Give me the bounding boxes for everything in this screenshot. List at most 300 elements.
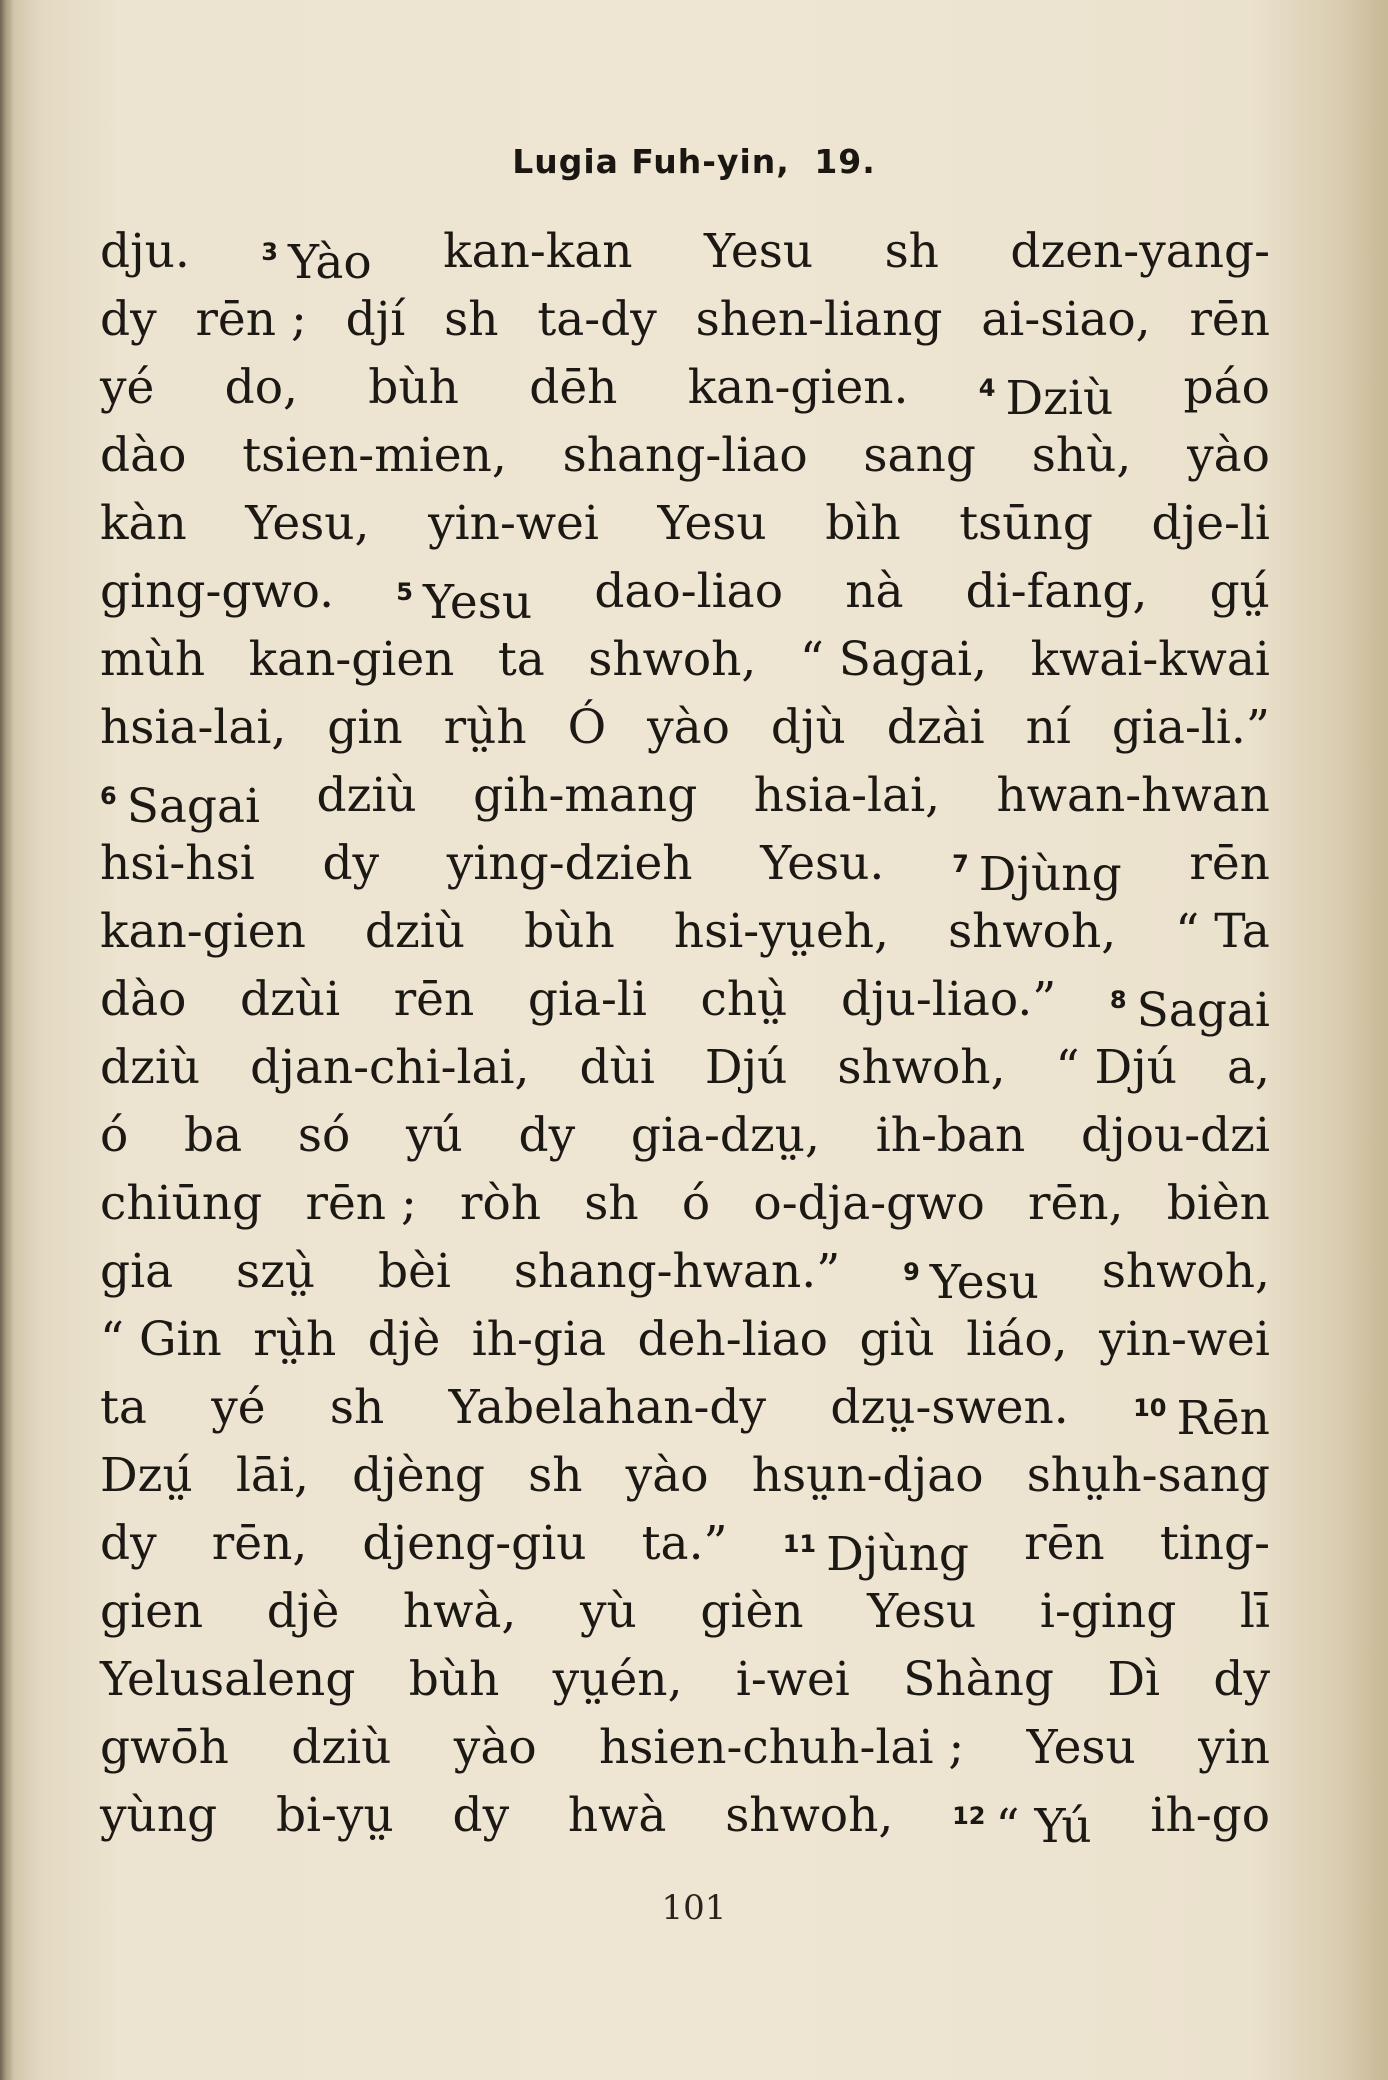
word-text: kan-kan [443,224,633,279]
word [298,1102,350,1170]
word [242,422,507,490]
word-text: Dzṳ́ [100,1448,193,1503]
word-text: djèng [352,1448,485,1503]
word-text: yin-wei [1099,1312,1270,1367]
word [754,762,940,830]
word [1040,1578,1176,1646]
word-text: bèi [378,1244,451,1299]
verse-number: 7 [952,850,969,878]
word [276,1782,394,1850]
word [948,898,1116,966]
word-text: kwai-kwai [1030,632,1270,687]
word [100,1714,229,1782]
word [100,626,205,694]
word [100,218,190,286]
word-text: yé [100,360,155,415]
word-text: dào [100,428,187,483]
word [225,354,298,422]
word-text: kan-gien [100,904,306,959]
word [100,1034,200,1102]
word-text: dao-liao [594,564,783,619]
word [1150,1782,1270,1850]
word [1112,694,1270,762]
word [760,830,884,898]
word [498,626,545,694]
word [588,626,756,694]
word-text: dzen-yang- [1010,224,1270,279]
word [1028,1170,1124,1238]
word-text: yé [211,1380,266,1435]
word-text: bùh [524,904,615,959]
word [966,1306,1067,1374]
word-text: dy [100,1516,157,1571]
word-text: hsia-lai, [100,700,287,755]
word [580,1034,655,1102]
word [447,830,693,898]
word-text: ta.” [641,1516,728,1571]
word [250,1034,529,1102]
word [100,1306,222,1374]
word-text: hsṳn-djao [751,1448,984,1503]
word [100,286,157,354]
word-text: bièn [1166,1176,1270,1231]
word-text: sh [884,224,939,279]
text-line [100,830,1270,902]
word-text: tsien-mien, [242,428,507,483]
word [959,490,1093,558]
word-text: yào [453,1720,537,1775]
word-text: Yesu. [760,836,885,891]
word [705,1034,788,1102]
running-header [0,142,1388,181]
word [736,1646,850,1714]
word [700,1578,803,1646]
word-text: bùh [368,360,459,415]
word [885,218,939,286]
word [1213,1646,1270,1714]
word [1032,422,1132,490]
word [528,966,647,1034]
word-text: sh [528,1448,583,1503]
word-text: bi-yṳ [275,1788,394,1843]
word-text: shen-liang [695,292,943,347]
word [568,1782,667,1850]
word-text: a, [1227,1040,1270,1095]
text-line [100,762,1270,834]
word [524,898,615,966]
word [528,1442,582,1510]
word-text: djeng-giu [362,1516,587,1571]
word-text: ta [497,632,545,687]
word [316,762,416,830]
word [396,558,533,630]
word [830,1374,1068,1442]
word [449,1374,766,1442]
word-text: rṳ̀h [253,1312,337,1367]
word-text: rēn ; [305,1176,417,1231]
word [580,1578,637,1646]
word-text: shwoh, [1101,1244,1270,1299]
word [696,286,943,354]
word-text: dy [100,292,157,347]
word-text: ní [1025,700,1071,755]
word-text: shwoh, [725,1788,894,1843]
word-text: djan-chi-lai, [250,1040,530,1095]
word-text: Yesu, [245,496,370,551]
word [981,286,1150,354]
word-text: i-wei [735,1652,850,1707]
word [428,490,599,558]
word [327,694,402,762]
word-text: gih-mang [473,768,698,823]
word-text: Yesu [929,1255,1039,1310]
word-text: dzùi [239,972,341,1027]
word [631,1102,820,1170]
word-text: lī [1239,1584,1270,1639]
word-text: dziù [100,1040,201,1095]
word [903,1646,1054,1714]
word-text: yin-wei [428,496,599,551]
word-text: ta-dy [537,292,657,347]
word-text: ai-siao, [981,292,1151,347]
word-text: ging-gwo. [100,564,335,619]
word-text: Yesu [1026,1720,1136,1775]
word-text: shù, [1031,428,1132,483]
word-text: ih-gia [471,1312,607,1367]
word [454,1714,537,1782]
text-line [100,1510,1270,1582]
word [100,1374,147,1442]
word-text: djè [367,1312,441,1367]
word [514,1238,840,1306]
word-text: kan-gien [248,632,455,687]
text-line [100,218,1270,290]
word-text: chiūng [100,1176,263,1231]
word [752,1442,984,1510]
word [409,1646,500,1714]
word-text: dje-li [1151,496,1270,551]
word [771,694,846,762]
word-text: szṳ̀ [236,1244,316,1299]
word [674,898,889,966]
word [1227,1034,1270,1102]
text-line [100,1578,1270,1646]
word-text: gṳ́ [1209,564,1270,619]
word [249,626,455,694]
body-text [100,218,1270,1854]
word-text: ta [100,1380,147,1435]
word [1026,694,1071,762]
verse-number: 3 [261,238,278,266]
verse-number: 5 [396,578,413,606]
word-text: mùh [100,632,206,687]
word [1160,1510,1270,1578]
word [1109,966,1270,1038]
word-text: dzṳ-swen. [830,1380,1069,1435]
word [100,1170,262,1238]
word [1240,1578,1270,1646]
text-line [100,1034,1270,1102]
word [100,1510,157,1578]
word-text: Yesu [657,496,767,551]
verse-number: 8 [1109,986,1127,1014]
verse-number: 11 [782,1530,817,1558]
word-text: ih-go [1150,1788,1270,1843]
word [100,558,334,626]
word [406,1102,463,1170]
word-text: do, [224,360,298,415]
word-text: rēn [1189,292,1270,347]
word [100,354,154,422]
text-line [100,1102,1270,1170]
word-text: giù [859,1312,935,1367]
word-text: yṳén, [552,1652,683,1707]
word [100,1442,193,1510]
word [368,354,459,422]
word-text: shang-hwan.” [513,1244,841,1299]
word-text: “ Gin [100,1312,222,1367]
word [444,694,527,762]
word-text: hwà, [402,1584,517,1639]
word [1175,898,1270,966]
word-text: sang [863,428,976,483]
word-text: rēn [393,972,475,1027]
word-text: dzài [886,700,985,755]
word-text: ih-ban [875,1108,1026,1163]
word [529,354,617,422]
word [460,1170,541,1238]
text-line [100,558,1270,630]
word [841,966,1056,1034]
word-text: ó [681,1176,711,1231]
word [473,762,697,830]
word-text: djù [770,700,846,755]
text-line [100,1238,1270,1310]
text-line [100,422,1270,490]
word-text: rēn [1189,836,1270,891]
word-text: “ Djú [1055,1040,1178,1095]
word-text: gin [327,700,403,755]
word-text: Dì [1107,1652,1161,1707]
word [100,830,255,898]
word [519,1102,576,1170]
word [863,422,976,490]
word-text: gia [100,1244,174,1299]
word-text: hsia-lai, [753,768,941,823]
word [701,966,788,1034]
word-text: ying-dzieh [446,836,693,891]
word [346,286,406,354]
word-text: gia-li.” [1111,700,1270,755]
word [996,762,1269,830]
word-text: dy [1213,1652,1270,1707]
word [368,1306,440,1374]
header-chapter-number: 19. [814,142,876,181]
word [599,1714,964,1782]
word [1133,1374,1270,1446]
word-text: rēn ; [195,292,307,347]
word-text: Dziù [1005,371,1114,426]
word [1187,422,1270,490]
word-text: yùng [100,1788,218,1843]
word-text: shwoh, [588,632,757,687]
text-line [100,1374,1270,1446]
word-text: rēn, [1028,1176,1124,1231]
word [100,490,187,558]
word-text: yù [579,1584,637,1639]
word [725,1782,893,1850]
word [100,762,261,834]
word [322,830,379,898]
word [184,1102,242,1170]
word-text: deh-liao [637,1312,828,1367]
word [568,694,607,762]
word [688,354,909,422]
word [1010,218,1270,286]
word-text: dziù [364,904,466,959]
word [903,1238,1039,1310]
word [837,1034,1005,1102]
word-text: hsien-chuh-lai ; [599,1720,965,1775]
word [1198,1714,1270,1782]
word [682,1170,710,1238]
word-text: yào [647,700,730,755]
word [1210,558,1270,626]
word-text: yin [1198,1720,1270,1775]
word-text: yú [405,1108,463,1163]
word-text: “ Ta [1175,904,1270,959]
text-line [100,626,1270,694]
word [704,218,813,286]
word [658,490,767,558]
text-line [100,1442,1270,1510]
word-text: Yesu [703,224,814,279]
word [1152,490,1270,558]
text-line [100,1170,1270,1238]
word-text: dju-liao.” [840,972,1057,1027]
word-text: gia-dzṳ, [630,1108,820,1163]
word [403,1578,516,1646]
word [472,1306,606,1374]
word [253,1306,336,1374]
word [952,830,1122,902]
word-text: dùi [579,1040,655,1095]
word [453,1782,510,1850]
word-text: dziù [291,1720,392,1775]
word [1027,1442,1270,1510]
word-text: “ Yú [995,1799,1092,1854]
word-text: yào [625,1448,709,1503]
word [1099,1306,1270,1374]
word [100,1238,173,1306]
word [876,1102,1026,1170]
word-text: djou-dzi [1080,1108,1270,1163]
word-text: hsi-yṳeh, [673,904,889,959]
word-text: dēh [529,360,618,415]
word [1167,1170,1270,1238]
word-text: Yabelahan-dy [448,1380,767,1435]
word [1081,1102,1270,1170]
verse-number: 9 [903,1258,920,1286]
word [100,1782,217,1850]
word-text: kàn [100,496,187,551]
word-text: Yesu [422,575,533,630]
word [825,490,900,558]
word [394,966,475,1034]
word [845,558,903,626]
word [1027,1714,1136,1782]
word-text: djè [266,1584,340,1639]
word-text: gièn [700,1584,804,1639]
word [291,1714,391,1782]
word-text: djí [345,292,406,347]
verse-number: 12 [952,1802,986,1830]
word-text: sh [329,1380,385,1435]
word-text: dju. [100,224,190,279]
word-text: dziù [316,768,417,823]
word-text: tsūng [959,496,1093,551]
word-text: gia-li [527,972,647,1027]
text-line [100,286,1270,354]
word-text: liáo, [966,1312,1068,1367]
word [1107,1646,1160,1714]
word-text: só [297,1108,351,1163]
word [267,1578,339,1646]
word-text: Ó [567,700,607,755]
word-text: gien [100,1584,204,1639]
word-text: shṳh-sang [1026,1448,1270,1503]
word [444,286,498,354]
word-text: shwoh, [837,1040,1006,1095]
word-text: chṳ̀ [700,972,788,1027]
word [638,1306,828,1374]
word-text: kan-gien. [687,360,909,415]
word [352,1442,485,1510]
word [563,422,808,490]
word-text: lāi, [235,1448,309,1503]
word-text: yào [1187,428,1270,483]
word-text: hsi-hsi [100,836,255,891]
text-line [100,966,1270,1038]
word [642,1510,728,1578]
word-text: i-ging [1039,1584,1177,1639]
text-line [100,1782,1270,1854]
word [626,1442,709,1510]
word-text: ó [100,1108,129,1163]
word-text: dào [100,972,187,1027]
text-line [100,354,1270,426]
word [100,422,186,490]
word-text: Sagai [1136,983,1270,1038]
word [1031,626,1270,694]
word [594,558,783,626]
verse-number: 4 [978,374,996,402]
word [261,218,372,290]
word [584,1170,638,1238]
word [952,1782,1092,1854]
word [100,1646,355,1714]
word [240,966,340,1034]
word-text: hwà [567,1788,667,1843]
word-text: Djùng [826,1527,969,1582]
word-text: bìh [825,496,901,551]
text-line [100,1306,1270,1374]
word [365,898,465,966]
word-text: “ Sagai, [799,632,988,687]
word [211,1374,265,1442]
header-book-title: Lugia Fuh-yin, [512,142,790,181]
word [212,1510,308,1578]
